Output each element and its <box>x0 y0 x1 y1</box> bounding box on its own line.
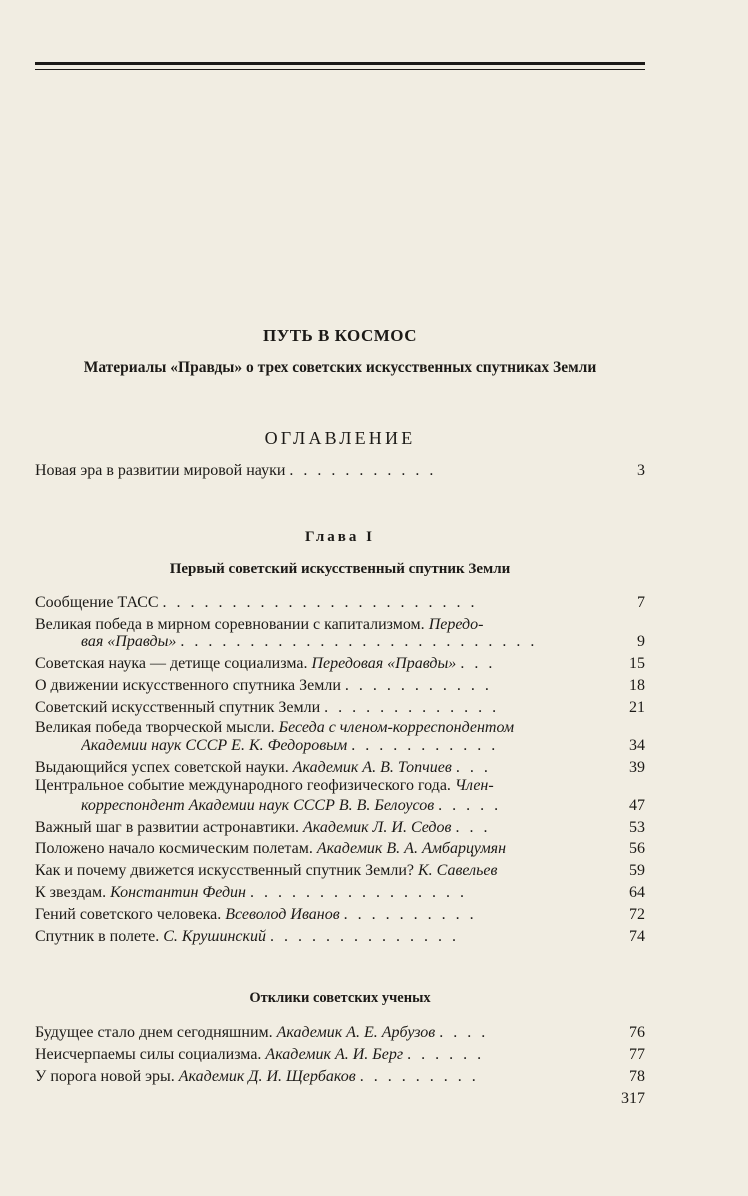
toc-entry-page: 18 <box>629 677 645 694</box>
toc-entry-author: Академик А. И. Берг <box>265 1046 404 1063</box>
toc-entry-title: Сообщение ТАСС <box>35 594 159 611</box>
toc-entry[interactable] <box>35 653 645 675</box>
leader-dots: . . . <box>460 655 496 672</box>
toc-entry-page: 39 <box>629 759 645 776</box>
chapter-label: Глава I <box>305 529 375 545</box>
toc-entry[interactable] <box>35 882 645 904</box>
leader-dots: . . . . . . . . . . . <box>351 737 499 754</box>
toc-entry-text <box>81 631 611 653</box>
toc-entry[interactable] <box>35 817 645 839</box>
toc-entry[interactable] <box>35 1022 645 1044</box>
leader-dots: . . . . . . . . . . . . . . . . . . . . . . . . . . <box>180 633 538 650</box>
toc-entry-page: 77 <box>629 1046 645 1063</box>
toc-entry-author: вая «Правды» <box>81 633 177 650</box>
toc-entry[interactable] <box>35 775 645 797</box>
toc-entry-author: Академик Л. И. Седов <box>303 819 452 836</box>
toc-entry-author: Беседа с членом-корреспондентом <box>278 719 515 736</box>
toc-entry-text <box>35 1044 611 1066</box>
toc-entry-author: Передовая «Правды» <box>311 655 457 672</box>
toc-entry-text <box>35 882 611 904</box>
toc-entry-text <box>81 795 611 817</box>
toc-entry-page: 56 <box>629 840 645 857</box>
toc-entry-title: Выдающийся успех советской науки. <box>35 759 289 776</box>
toc-entry-page: 72 <box>629 906 645 923</box>
toc-entry-title: Советский искусственный спутник Земли <box>35 699 321 716</box>
toc-entry-continuation[interactable] <box>35 631 645 653</box>
chapter-title: Первый советский искусственный спутник Земли <box>169 561 511 577</box>
section-title: Отклики советских ученых <box>249 990 431 1006</box>
toc-entry-title: Гений советского человека. <box>35 906 222 923</box>
toc-entry-title: Будущее стало днем сегодняшним. <box>35 1024 273 1041</box>
toc-entry-page: 47 <box>629 797 645 814</box>
top-rule-thick <box>35 62 645 65</box>
leader-dots: . . . <box>455 819 491 836</box>
leader-dots: . . . . . . . . . <box>359 1068 479 1085</box>
toc-entry-continuation[interactable] <box>35 795 645 817</box>
leader-dots: . . . . . . . . . . . . . <box>324 699 500 716</box>
toc-entry-author: Академии наук СССР Е. К. Федоровым <box>81 737 348 754</box>
toc-entry-author: К. Савельев <box>418 862 498 879</box>
leader-dots: . . . . . . . . . . <box>343 906 477 923</box>
toc-entry-intro[interactable] <box>35 460 645 482</box>
toc-entry-text <box>35 838 611 860</box>
toc-entry-text <box>35 775 611 797</box>
toc-entry-title: Неисчерпаемы силы социализма. <box>35 1046 262 1063</box>
toc-entry-title: У порога новой эры. <box>35 1068 175 1085</box>
toc-entry-page: 15 <box>629 655 645 672</box>
toc-entry-author: С. Крушинский <box>163 928 267 945</box>
toc-entry-author: корреспондент Академии наук СССР В. В. Белоусов <box>81 797 435 814</box>
toc-entry-text <box>35 904 611 926</box>
toc-entry-author: Академик Д. И. Щербаков <box>178 1068 356 1085</box>
leader-dots: . . . <box>455 759 491 776</box>
toc-entry[interactable] <box>35 697 645 719</box>
toc-entry-title: Советская наука — детище социализма. <box>35 655 308 672</box>
toc-entry-title: Спутник в полете. <box>35 928 160 945</box>
toc-entry-text <box>35 860 611 882</box>
toc-entry-author: Академик А. В. Топчиев <box>292 759 452 776</box>
toc-heading: ОГЛАВЛЕНИЕ <box>264 428 416 448</box>
leader-dots: . . . . . . . . . . . . . . <box>270 928 460 945</box>
leader-dots: . . . . . . . . . . . <box>289 462 437 479</box>
toc-entry-text <box>35 592 611 614</box>
toc-entry[interactable] <box>35 1066 645 1088</box>
toc-entry-page: 59 <box>629 862 645 879</box>
toc-entry-title: Великая победа в мирном соревновании с капитализмом. <box>35 616 425 633</box>
leader-dots: . . . . <box>439 1024 489 1041</box>
toc-entry-text <box>35 1022 611 1044</box>
toc-entry[interactable] <box>35 904 645 926</box>
leader-dots: . . . . . . . . . . . . . . . . . . . . . . . <box>162 594 478 611</box>
toc-entry-continuation[interactable] <box>35 735 645 757</box>
toc-entry-text <box>81 735 611 757</box>
toc-entry-page: 64 <box>629 884 645 901</box>
toc-entry-title: Положено начало космическим полетам. <box>35 840 313 857</box>
toc-entry-text <box>35 675 611 697</box>
toc-entry-title: К звездам. <box>35 884 107 901</box>
toc-entry-page: 53 <box>629 819 645 836</box>
toc-entry-page: 76 <box>629 1024 645 1041</box>
toc-entry-page: 21 <box>629 699 645 716</box>
toc-entry-text <box>35 926 611 948</box>
toc-entry-text <box>35 1066 611 1088</box>
toc-entry-text <box>35 697 611 719</box>
toc-entry-title: Важный шаг в развитии астронавтики. <box>35 819 299 836</box>
toc-entry[interactable] <box>35 838 645 860</box>
toc-entry-page: 74 <box>629 928 645 945</box>
toc-entry[interactable] <box>35 675 645 697</box>
toc-entry-author: Член- <box>454 777 494 794</box>
toc-entry-page: 7 <box>637 594 645 611</box>
book-subtitle: Материалы «Правды» о трех советских искусственных спутниках Земли <box>83 359 597 376</box>
toc-entry[interactable] <box>35 860 645 882</box>
toc-entry-text <box>35 460 611 482</box>
leader-dots: . . . . . <box>438 797 502 814</box>
toc-entry-author: Константин Федин <box>110 884 246 901</box>
toc-entry[interactable] <box>35 926 645 948</box>
toc-entry-author: Передо- <box>428 616 484 633</box>
toc-entry-text <box>35 653 611 675</box>
page-number: 317 <box>621 1090 645 1107</box>
book-title: ПУТЬ В КОСМОС <box>263 326 417 345</box>
toc-entry-author: Академик В. А. Амбарцумян <box>316 840 507 857</box>
toc-entry-text <box>35 817 611 839</box>
toc-entry-page: 9 <box>637 633 645 650</box>
toc-entry-title: Как и почему движется искусственный спутник Земли? <box>35 862 415 879</box>
toc-entry-author: Всеволод Иванов <box>225 906 340 923</box>
toc-entry-page: 3 <box>637 462 645 479</box>
leader-dots: . . . . . . . . . . . <box>344 677 492 694</box>
toc-entry-title: Новая эра в развитии мировой науки <box>35 462 286 479</box>
toc-entry[interactable] <box>35 1044 645 1066</box>
toc-entry-page: 78 <box>629 1068 645 1085</box>
toc-entry-page: 34 <box>629 737 645 754</box>
top-rule-thin <box>35 69 645 70</box>
toc-entry[interactable] <box>35 592 645 614</box>
toc-entry-title: Великая победа творческой мысли. <box>35 719 275 736</box>
toc-entry-title: Центральное событие международного геофизического года. <box>35 777 451 794</box>
toc-entry-title: О движении искусственного спутника Земли <box>35 677 341 694</box>
leader-dots: . . . . . . . . . . . . . . . . <box>250 884 467 901</box>
toc-entry-author: Академик А. Е. Арбузов <box>276 1024 436 1041</box>
leader-dots: . . . . . . <box>407 1046 485 1063</box>
